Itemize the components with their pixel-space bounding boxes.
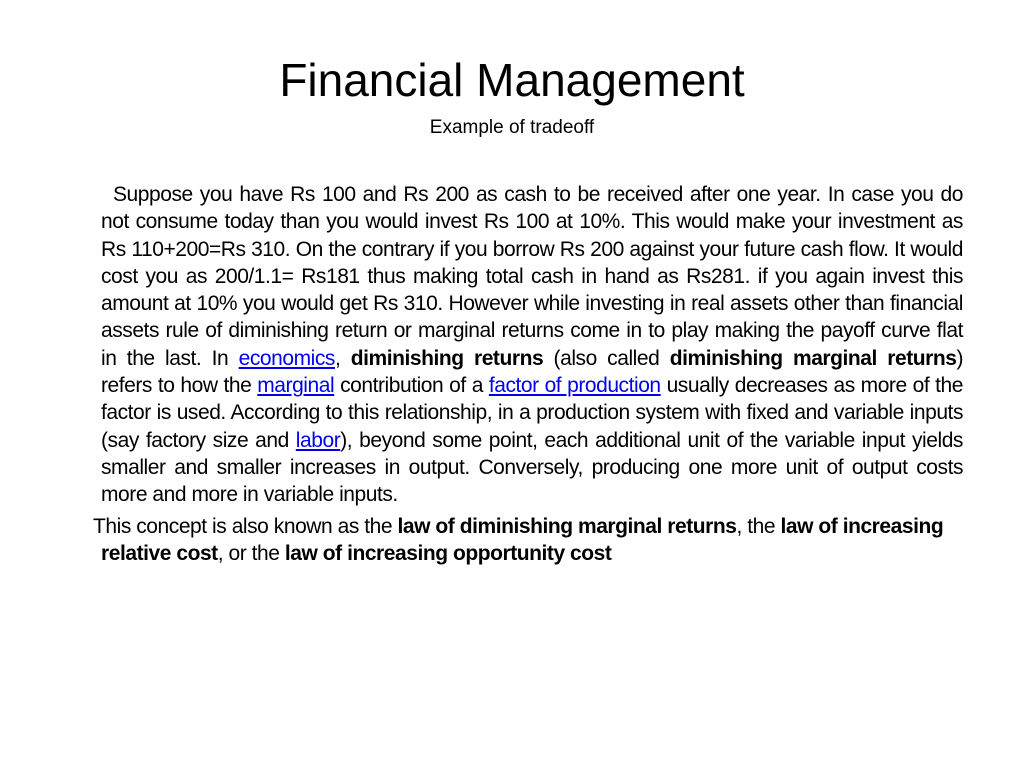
slide-body <box>93 181 964 567</box>
term-diminishing-returns: diminishing returns <box>350 346 544 370</box>
paragraph2-intro-text: This concept is also known as the <box>93 514 398 538</box>
paragraph1-comma: , <box>334 346 351 370</box>
term-law-of-increasing-relative-cost: law of increasing relative cost <box>101 514 944 565</box>
link-marginal[interactable]: marginal <box>257 374 335 398</box>
paragraph1-intro-text: Suppose you have Rs 100 and Rs 200 as cash to be received after one year. In case you do not consume today than you would invest Rs 100 at 10%. This would make your investment as Rs 110+200=Rs 310. On the contrary if you borrow Rs 200 against your future cash flow. It would cost you as 200/1.1= Rs181 thus making total cash in hand as Rs281. if you again invest this amount at 10% you would get Rs 310. However while investing in real assets other than financial assets rule of diminishing return or marginal returns come in to play making the payoff curve flat in the last. In <box>101 183 963 370</box>
slide-title: Financial Management <box>279 54 745 106</box>
link-labor[interactable]: labor <box>295 428 341 452</box>
paragraph1-refers-to: ) refers to how the <box>101 346 964 398</box>
paragraph1-also-called: (also called <box>543 346 670 370</box>
paragraph1-usually-decreases: usually decreases as more of the factor is used. According to this relationship, in a production system with fixed and variable inputs (say factory size and <box>101 374 963 452</box>
paragraph-tradeoff-example <box>101 181 963 509</box>
paragraph1-ending-text: ), beyond some point, each additional unit of the variable input yields smaller and smaller increases in output. Conversely, producing one more unit of output costs more and more in variable inputs. <box>101 428 963 507</box>
link-factor-of-production[interactable]: factor of production <box>488 374 661 398</box>
term-law-of-diminishing-marginal-returns: law of diminishing marginal returns <box>397 514 737 538</box>
slide-subtitle: Example of tradeoff <box>429 117 595 138</box>
term-law-of-increasing-opportunity-cost: law of increasing opportunity cost <box>284 541 612 565</box>
term-diminishing-marginal-returns: diminishing marginal returns <box>669 346 957 370</box>
paragraph-concept-names <box>93 513 963 568</box>
link-economics[interactable]: economics <box>238 346 335 370</box>
paragraph2-separator-2: , or the <box>217 541 285 565</box>
paragraph2-separator-1: , the <box>736 514 781 538</box>
paragraph1-contribution-of: contribution of a <box>334 374 489 398</box>
